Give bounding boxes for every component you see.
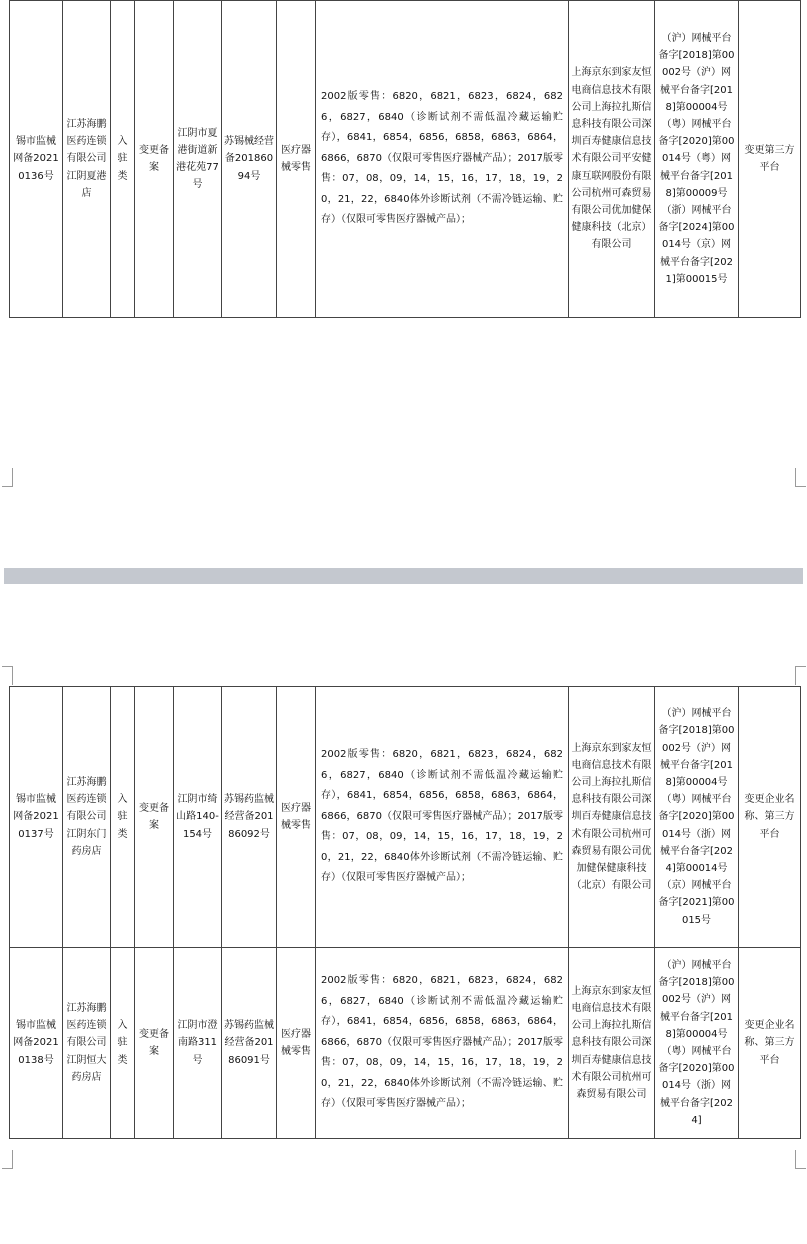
record-number: 锡市监械网备20210138号: [10, 948, 63, 1139]
license-number: 苏锡药监械经营备20186091号: [222, 948, 277, 1139]
business-mode: 医疗器械零售: [277, 687, 316, 948]
remark: 变更第三方平台: [739, 1, 801, 318]
license-number: 苏锡械经营备20186094号: [222, 1, 277, 318]
category: 入驻类: [111, 687, 135, 948]
table-row: [10, 687, 801, 948]
change-type: 变更备案: [135, 1, 174, 318]
third-party-platforms: 上海京东到家友恒电商信息技术有限公司上海拉扎斯信息科技有限公司深圳百寿健康信息技术有限公司杭州可森贸易有限公司: [569, 948, 655, 1139]
remark: 变更企业名称、第三方平台: [739, 687, 801, 948]
page-corner-mark: [795, 468, 806, 487]
business-scope: 2002版零售：6820，6821，6823，6824，6826，6827，6840（诊断试剂不需低温冷藏运输贮存），6841，6854，6856，6858，6863，6864，6866，6870（仅限可零售医疗器械产品）；2017版零售：07，08，09，14，15，16，17，18，19，20，21，22，6840体外诊断试剂（不需冷链运输、贮存）（仅限可零售医疗器械产品）；: [316, 1, 569, 318]
change-type: 变更备案: [135, 687, 174, 948]
address: 江阴市夏港街道新港花苑77号: [174, 1, 222, 318]
page-corner-mark: [2, 1150, 13, 1169]
change-type: 变更备案: [135, 948, 174, 1139]
platform-record-numbers: （沪）网械平台备字[2018]第00002号（沪）网械平台备字[2018]第00004号（粤）网械平台备字[2020]第00014号（粤）网械平台备字[2018]第00009号（浙）网械平台备字[2024]第00014号（京）网械平台备字[2021]第00015号: [655, 1, 739, 318]
page2-table: [9, 686, 801, 1139]
license-number: 苏锡药监械经营备20186092号: [222, 687, 277, 948]
record-number: 锡市监械网备20210136号: [10, 1, 63, 318]
platform-record-numbers: （沪）网械平台备字[2018]第00002号（沪）网械平台备字[2018]第00004号（粤）网械平台备字[2020]第00014号（浙）网械平台备字[2024]第00014号（京）网械平台备字[2021]第00015号: [655, 687, 739, 948]
address: 江阴市澄南路311号: [174, 948, 222, 1139]
platform-record-numbers: （沪）网械平台备字[2018]第00002号（沪）网械平台备字[2018]第00004号（粤）网械平台备字[2020]第00014号（浙）网械平台备字[2024]: [655, 948, 739, 1139]
remark: 变更企业名称、第三方平台: [739, 948, 801, 1139]
record-number: 锡市监械网备20210137号: [10, 687, 63, 948]
company-name: 江苏海鹏医药连锁有限公司江阴夏港店: [63, 1, 111, 318]
business-mode: 医疗器械零售: [277, 948, 316, 1139]
page-corner-mark: [2, 666, 13, 685]
category: 入驻类: [111, 1, 135, 318]
page-corner-mark: [795, 1150, 806, 1169]
table-row: [10, 1, 801, 318]
table-row: [10, 948, 801, 1139]
third-party-platforms: 上海京东到家友恒电商信息技术有限公司上海拉扎斯信息科技有限公司深圳百寿健康信息技术有限公司杭州可森贸易有限公司优加健保健康科技（北京）有限公司: [569, 687, 655, 948]
business-scope: 2002版零售：6820，6821，6823，6824，6826，6827，6840（诊断试剂不需低温冷藏运输贮存），6841，6854，6856，6858，6863，6864，6866，6870（仅限可零售医疗器械产品）；2017版零售：07，08，09，14，15，16，17，18，19，20，21，22，6840体外诊断试剂（不需冷链运输、贮存）（仅限可零售医疗器械产品）；: [316, 948, 569, 1139]
address: 江阴市绮山路140-154号: [174, 687, 222, 948]
page-corner-mark: [2, 468, 13, 487]
page-gap: [4, 568, 803, 584]
category: 入驻类: [111, 948, 135, 1139]
company-name: 江苏海鹏医药连锁有限公司江阴恒大药房店: [63, 948, 111, 1139]
business-mode: 医疗器械零售: [277, 1, 316, 318]
company-name: 江苏海鹏医药连锁有限公司江阴东门药房店: [63, 687, 111, 948]
page1-table: [9, 0, 801, 318]
business-scope: 2002版零售：6820，6821，6823，6824，6826，6827，6840（诊断试剂不需低温冷藏运输贮存），6841，6854，6856，6858，6863，6864，6866，6870（仅限可零售医疗器械产品）；2017版零售：07，08，09，14，15，16，17，18，19，20，21，22，6840体外诊断试剂（不需冷链运输、贮存）（仅限可零售医疗器械产品）；: [316, 687, 569, 948]
third-party-platforms: 上海京东到家友恒电商信息技术有限公司上海拉扎斯信息科技有限公司深圳百寿健康信息技术有限公司平安健康互联网股份有限公司杭州可森贸易有限公司优加健保健康科技（北京）有限公司: [569, 1, 655, 318]
page-corner-mark: [795, 666, 806, 685]
